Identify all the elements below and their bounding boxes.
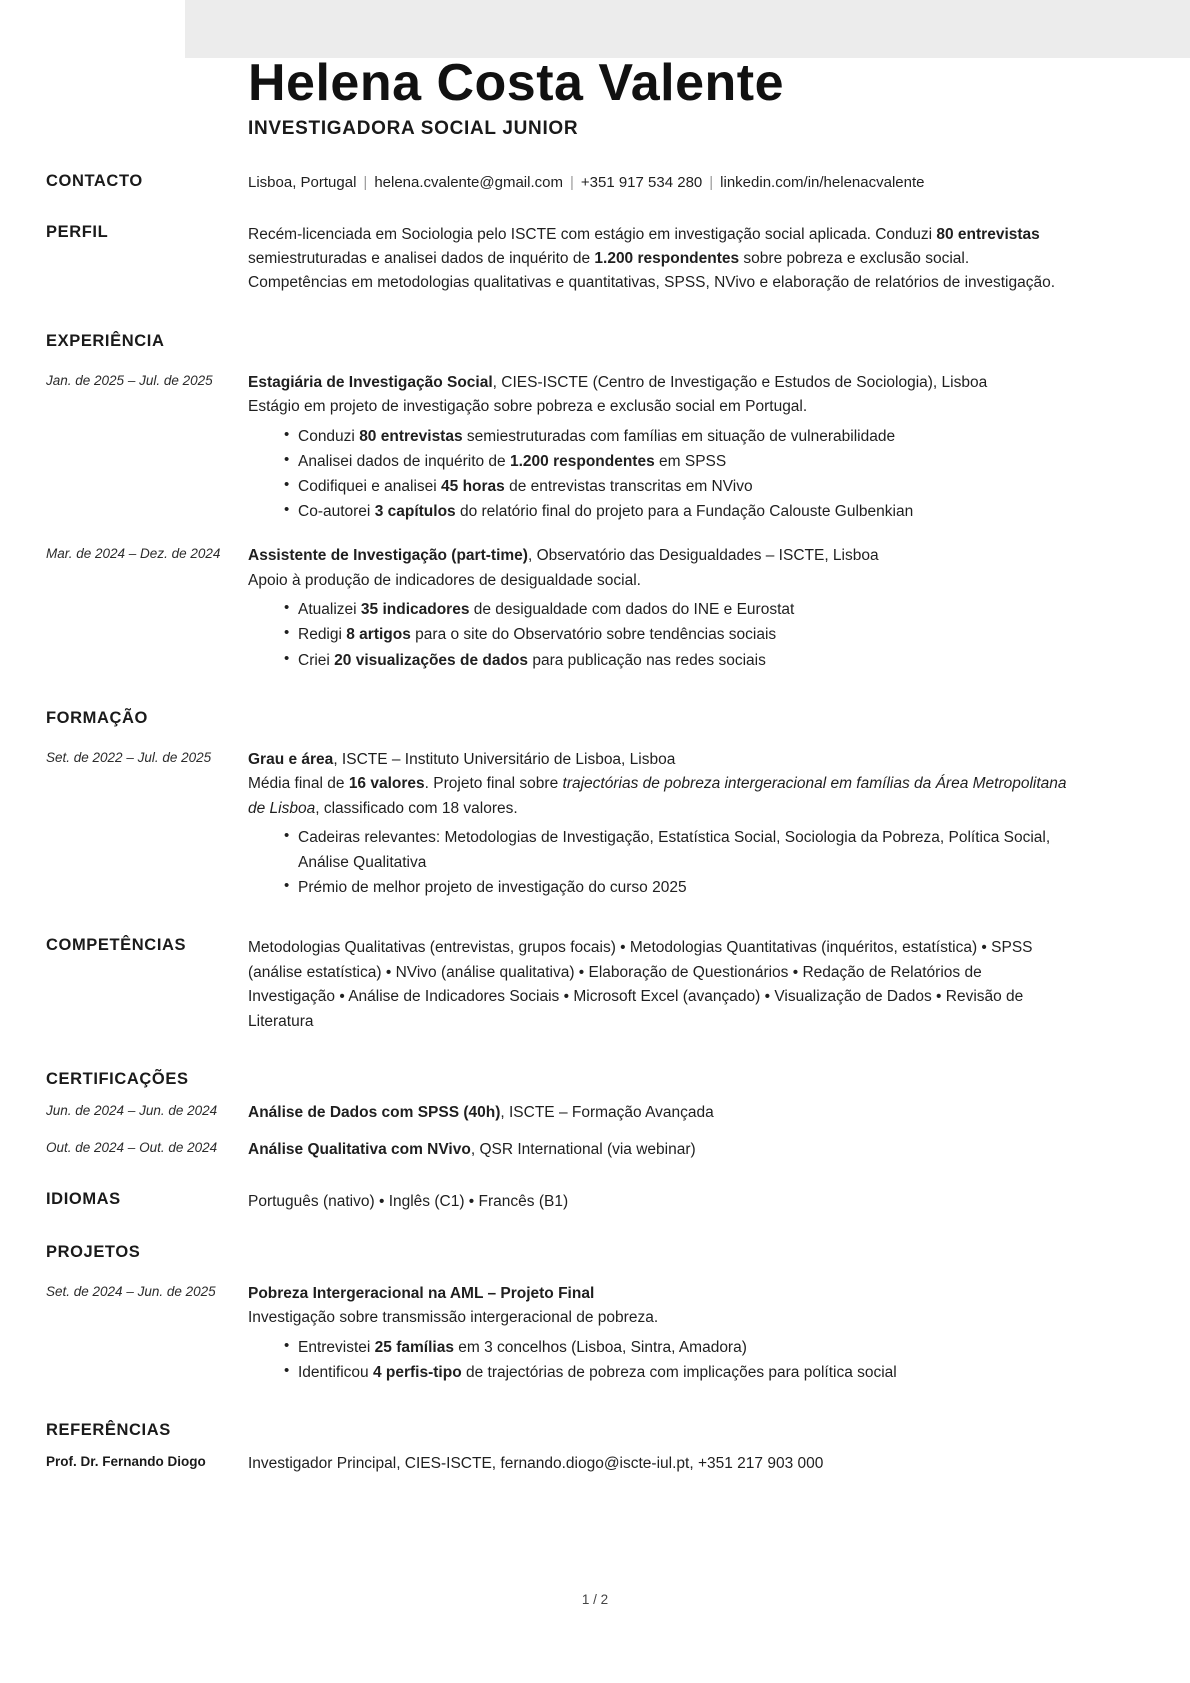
profile-text-1: Recém-licenciada em Sociologia pelo ISCTE com estágio em investigação social aplicada. Conduzi [248,225,937,243]
projects-label-col [0,1243,248,1262]
experience-date: Mar. de 2024 – Dez. de 2024 [46,546,221,562]
education-entry [0,748,1190,901]
education-title-line [248,748,1070,772]
contact-separator-icon: | [709,174,714,191]
bullet-post: de desigualdade com dados do INE e Eurostat [469,601,795,619]
education-detail-2: . Projeto final sobre [424,775,563,793]
experience-entry-body [248,371,1190,524]
header-background-band [185,0,1190,58]
list-item [284,474,1070,499]
project-bullets [248,1335,1070,1385]
spacer [0,1215,1190,1243]
section-certifications-heading [0,1070,1190,1089]
bullet-pre: Analisei dados de inquérito de [298,453,510,471]
experience-entry [0,371,1190,524]
bullet-post: para publicação nas redes sociais [528,651,766,669]
list-item [284,622,1070,647]
bullet-bold: 3 capítulos [374,503,456,521]
education-detail-1: Média final de [248,775,349,793]
bullet-pre: Conduzi [298,427,360,445]
experience-date-col [0,544,248,564]
list-item [284,449,1070,474]
section-label-projects: PROJETOS [46,1242,141,1261]
bullet-post: do relatório final do projeto para a Fundação Calouste Gulbenkian [455,503,914,521]
bullet-pre: Co-autorei [298,503,375,521]
header-name-block [248,55,1148,140]
bullet-post: em 3 concelhos (Lisboa, Sintra, Amadora) [453,1338,747,1356]
bullet-bold: 45 horas [441,478,505,496]
bullet-post: de trajectórias de pobreza com implicações para política social [461,1363,897,1381]
bullet-pre: Entrevistei [298,1338,375,1356]
spacer [0,524,1190,544]
list-item: • Prémio de melhor projeto de investigação do curso 2025 [284,875,1070,900]
experience-date: Jan. de 2025 – Jul. de 2025 [46,372,213,388]
certification-date: Jun. de 2024 – Jun. de 2024 [46,1103,218,1119]
resume-body [0,172,1190,1477]
spacer [0,1034,1190,1070]
section-profile [0,223,1190,296]
experience-role: Estagiária de Investigação Social [248,373,493,391]
reference-entry-body [248,1452,1190,1476]
certification-entry-body [248,1138,1190,1162]
section-label-education: FORMAÇÃO [46,708,148,727]
education-grade: 16 valores [348,775,425,793]
section-languages [0,1190,1190,1214]
section-label-experience: EXPERIÊNCIA [46,331,165,350]
contact-phone[interactable]: +351 917 534 280 [580,174,703,191]
spacer [0,1385,1190,1421]
candidate-job-title: INVESTIGADORA SOCIAL JUNIOR [248,118,579,140]
spacer [0,1126,1190,1138]
page-footer [0,1592,1190,1607]
bullet-pre: Atualizei [298,601,361,619]
bullet-post: em SPSS [654,453,727,471]
education-bullets [248,825,1070,900]
spacer [0,1162,1190,1190]
bullet-pre: Redigi [298,626,347,644]
education-date: Set. de 2022 – Jul. de 2025 [46,749,212,765]
project-summary: Investigação sobre transmissão intergeracional de pobreza. [248,1309,659,1327]
page-number: 1 / 2 [581,1592,609,1607]
profile-highlight-1: 80 entrevistas [936,225,1040,243]
reference-detail: Investigador Principal, CIES-ISCTE, fernando.diogo@iscte-iul.pt, +351 217 903 000 [248,1455,824,1473]
spacer [0,900,1190,936]
education-degree: Grau e área [248,750,334,768]
contact-label-col [0,172,248,191]
list-item [284,424,1070,449]
bullet-pre: Codifiquei e analisei [298,478,442,496]
skills-body [248,936,1190,1034]
skills-label-col [0,936,248,955]
spacer [0,351,1190,371]
certification-entry [0,1138,1190,1162]
section-label-certifications: CERTIFICAÇÕES [46,1070,189,1089]
languages-text: Português (nativo) • Inglês (C1) • Francês (B1) [248,1193,569,1211]
education-institution: , ISCTE – Instituto Universitário de Lisboa, Lisboa [333,750,676,768]
reference-name-col [0,1452,248,1472]
list-item [284,1335,1070,1360]
profile-highlight-2: 1.200 respondentes [594,249,740,267]
contact-line [248,172,1070,195]
experience-entry-body [248,544,1190,672]
list-item: • Cadeiras relevantes: Metodologias de Investigação, Estatística Social, Sociologia da Pobreza, Política Social, Análise Qualitativa [284,825,1070,875]
contact-email[interactable]: helena.cvalente@gmail.com [374,174,563,191]
contact-body [248,172,1190,195]
section-label-contact: CONTACTO [46,172,143,190]
certification-title-line [248,1101,1070,1125]
skills-text: Metodologias Qualitativas (entrevistas, grupos focais) • Metodologias Quantitativas (inquéritos, estatística) • SPSS (análise estatística) • NVivo (análise qualitativa) • Elaboração de Questionários • Redação de Relatórios de Investigação • Análise de Indicadores Sociais • Microsoft Excel (avançado) • Visualização de Dados • Revisão de Literatura [248,939,1033,1030]
certification-issuer: , ISCTE – Formação Avançada [500,1104,714,1122]
experience-date-col [0,371,248,391]
certification-date-col [0,1101,248,1121]
spacer [0,728,1190,748]
section-label-references: REFERÊNCIAS [46,1421,171,1440]
certification-entry [0,1101,1190,1125]
section-label-skills: COMPETÊNCIAS [46,936,187,955]
experience-entry [0,544,1190,672]
spacer [0,673,1190,709]
project-entry [0,1282,1190,1385]
spacer [0,1089,1190,1101]
profile-text [248,223,1070,296]
section-education-heading [0,709,1190,728]
experience-title-line [248,371,1070,395]
section-label-languages: IDIOMAS [46,1190,121,1209]
spacer [0,1262,1190,1282]
certifications-label-col [0,1070,248,1089]
section-label-profile: PERFIL [46,222,109,241]
bullet-post: para o site do Observatório sobre tendências sociais [410,626,777,644]
profile-text-3: sobre pobreza e exclusão social. Competências em metodologias qualitativas e quantitativas, SPSS, NVivo e elaboração de relatórios de investigação. [248,249,1056,292]
certification-date: Out. de 2024 – Out. de 2024 [46,1139,218,1155]
education-detail-3: , classificado com 18 valores. [315,799,518,817]
bullet-bold: 20 visualizações de dados [334,651,529,669]
bullet-bold: 80 entrevistas [359,427,463,445]
list-item [284,1360,1070,1385]
experience-label-col [0,332,248,351]
education-project-title: trajectórias de pobreza intergeracional em famílias da Área Metropolitana de Lisboa [248,775,1067,817]
certification-entry-body [248,1101,1190,1125]
spacer [0,1440,1190,1452]
reference-entry [0,1452,1190,1476]
experience-org: , Observatório das Desigualdades – ISCTE, Lisboa [527,547,879,565]
project-date: Set. de 2024 – Jun. de 2025 [46,1283,216,1299]
project-title: Pobreza Intergeracional na AML – Projeto Final [248,1284,595,1302]
list-item [284,597,1070,622]
references-label-col [0,1421,248,1440]
contact-linkedin[interactable]: linkedin.com/in/helenacvalente [720,174,925,191]
education-date-col [0,748,248,768]
spacer [0,296,1190,332]
bullet-post: semiestruturadas com famílias em situação de vulnerabilidade [462,427,896,445]
bullet-bold: 8 artigos [346,626,411,644]
bullet-post: de entrevistas transcritas em NVivo [504,478,753,496]
experience-bullets [248,597,1070,672]
list-item [284,499,1070,524]
bullet-bold: 4 perfis-tipo [372,1363,462,1381]
certification-title: Análise Qualitativa com NVivo [248,1140,471,1158]
section-references-heading [0,1421,1190,1440]
section-contact [0,172,1190,195]
certification-title: Análise de Dados com SPSS (40h) [248,1104,501,1122]
reference-name: Prof. Dr. Fernando Diogo [46,1454,206,1470]
bullet-bold: 25 famílias [374,1338,454,1356]
project-date-col [0,1282,248,1302]
contact-separator-icon: | [569,174,574,191]
experience-summary: Estágio em projeto de investigação sobre pobreza e exclusão social em Portugal. [248,398,808,416]
education-label-col [0,709,248,728]
section-skills [0,936,1190,1034]
spacer [0,195,1190,223]
languages-body [248,1190,1190,1214]
bullet-pre: Criei [298,651,335,669]
bullet-bold: 35 indicadores [360,601,470,619]
education-entry-body [248,748,1190,901]
experience-summary: Apoio à produção de indicadores de desigualdade social. [248,571,641,589]
languages-label-col [0,1190,248,1209]
section-projects-heading [0,1243,1190,1262]
certification-issuer: , QSR International (via webinar) [470,1140,696,1158]
bullet-pre: Identificou [298,1363,373,1381]
experience-org: , CIES-ISCTE (Centro de Investigação e Estudos de Sociologia), Lisboa [492,373,988,391]
profile-label-col [0,223,248,242]
certification-title-line [248,1138,1070,1162]
profile-body [248,223,1190,296]
profile-text-2: semiestruturadas e analisei dados de inquérito de [248,249,595,267]
education-detail [248,772,1070,821]
bullet-bold: 1.200 respondentes [509,453,655,471]
contact-location: Lisboa, Portugal [248,174,357,191]
section-experience-heading [0,332,1190,351]
project-entry-body [248,1282,1190,1385]
certification-date-col [0,1138,248,1158]
candidate-name: Helena Costa Valente [248,54,784,112]
experience-bullets [248,424,1070,524]
contact-separator-icon: | [363,174,368,191]
project-title-line [248,1282,1070,1306]
experience-role: Assistente de Investigação (part-time) [248,547,528,565]
experience-title-line [248,544,1070,568]
list-item [284,648,1070,673]
